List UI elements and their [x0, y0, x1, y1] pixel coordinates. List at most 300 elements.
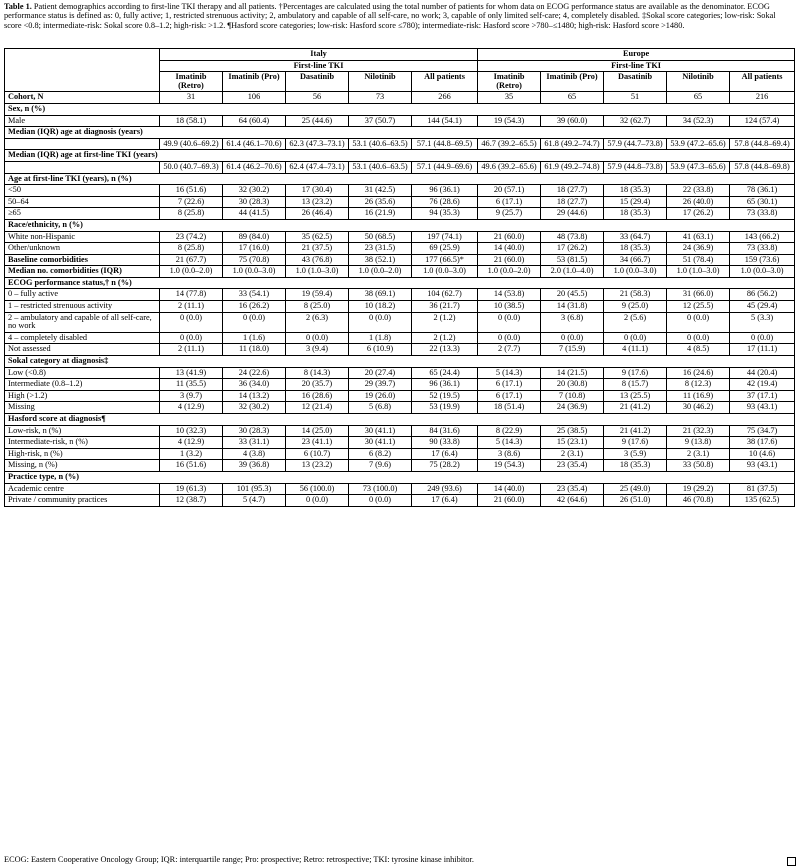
table-cell: 3 (9.4) — [286, 344, 349, 356]
section-row — [5, 150, 795, 162]
table-cell: 0 (0.0) — [730, 332, 795, 344]
table-cell: 3 (9.7) — [160, 390, 223, 402]
table-cell: 17 (6.4) — [412, 448, 478, 460]
table-cell: 14 (21.5) — [541, 367, 604, 379]
table-cell: 89 (84.0) — [223, 231, 286, 243]
table-cell: 21 (60.0) — [478, 495, 541, 507]
section-label: Median (IQR) age at first-line TKI (years) — [5, 150, 795, 162]
table-cell: 30 (28.3) — [223, 196, 286, 208]
table-cell: 93 (43.1) — [730, 460, 795, 472]
column-header: Nilotinib — [667, 72, 730, 92]
table-cell: 39 (60.0) — [541, 115, 604, 127]
table-cell: 5 (14.3) — [478, 437, 541, 449]
row-label: Private / community practices — [5, 495, 160, 507]
table-cell: 0 (0.0) — [286, 495, 349, 507]
table-row — [5, 344, 795, 356]
row-label: Baseline comorbidities — [5, 254, 160, 266]
row-label: Cohort, N — [5, 92, 160, 104]
table-cell: 26 (35.6) — [349, 196, 412, 208]
table-cell: 46 (70.8) — [667, 495, 730, 507]
caption-text: Patient demographics according to first-line TKI therapy and all patients. †Percentages are calculated using the total number of patients for whom data on ECOG performance status are available as the denominator. ECOG performance status is defined as: 0, fully active; 1, restricted strenuous activity; 2, ambulatory and capable of all self-care, no work; 3, capable of only limited self-care; 4, completely disabled. ‡Sokal score categories; low-risk: Sokal score <0.8; intermediate-risk: Sokal score 0.8–1.2; high-risk: >1.2. ¶Hasford score categories; low-risk: Hasford score ≤780); intermediate-risk: Hasford score >780–≤1480; high-risk: Hasford score >1480. — [4, 2, 776, 30]
table-cell: 34 (66.7) — [604, 254, 667, 266]
table-cell: 38 (69.1) — [349, 289, 412, 301]
row-label: Intermediate (0.8–1.2) — [5, 379, 160, 391]
table-cell: 2 (6.3) — [286, 312, 349, 332]
table-row — [5, 266, 795, 278]
table-cell: 32 (62.7) — [604, 115, 667, 127]
table-cell: 2 (11.1) — [160, 344, 223, 356]
table-row — [5, 301, 795, 313]
table-cell: 6 (8.2) — [349, 448, 412, 460]
table-cell: 33 (64.7) — [604, 231, 667, 243]
table-row — [5, 185, 795, 197]
table-cell: 5 (6.8) — [349, 402, 412, 414]
column-header: Imatinib (Retro) — [478, 72, 541, 92]
table-cell: 16 (51.6) — [160, 460, 223, 472]
column-header: Nilotinib — [349, 72, 412, 92]
table-cell: 43 (76.8) — [286, 254, 349, 266]
table-cell: 197 (74.1) — [412, 231, 478, 243]
table-cell: 13 (41.9) — [160, 367, 223, 379]
table-cell: 75 (34.7) — [730, 425, 795, 437]
table-cell: 6 (10.7) — [286, 448, 349, 460]
column-header: Dasatinib — [604, 72, 667, 92]
row-label: 1 – restricted strenuous activity — [5, 301, 160, 313]
table-cell: 144 (54.1) — [412, 115, 478, 127]
table-cell: 31 — [160, 92, 223, 104]
table-cell: 16 (24.6) — [667, 367, 730, 379]
table-cell: 17 (16.0) — [223, 243, 286, 255]
row-label: Academic centre — [5, 483, 160, 495]
table-row — [5, 448, 795, 460]
table-cell: 32 (30.2) — [223, 185, 286, 197]
table-cell: 14 (53.8) — [478, 289, 541, 301]
section-label: Hasford score at diagnosis¶ — [5, 414, 795, 426]
table-cell: 33 (31.1) — [223, 437, 286, 449]
table-cell: 31 (42.5) — [349, 185, 412, 197]
section-row — [5, 414, 795, 426]
table-cell: 10 (32.3) — [160, 425, 223, 437]
table-cell: 5 (4.7) — [223, 495, 286, 507]
table-cell: 57.9 (44.8–73.8) — [604, 161, 667, 173]
table-cell: 12 (21.4) — [286, 402, 349, 414]
table-cell: 20 (45.5) — [541, 289, 604, 301]
table-cell: 96 (36.1) — [412, 185, 478, 197]
table-cell: 30 (41.1) — [349, 437, 412, 449]
row-label: <50 — [5, 185, 160, 197]
row-label: 0 – fully active — [5, 289, 160, 301]
column-header: Imatinib (Retro) — [160, 72, 223, 92]
table-cell: 0 (0.0) — [541, 332, 604, 344]
row-label: Low (<0.8) — [5, 367, 160, 379]
table-cell: 7 (15.9) — [541, 344, 604, 356]
table-cell: 51 (78.4) — [667, 254, 730, 266]
table-row — [5, 115, 795, 127]
section-row — [5, 356, 795, 368]
column-header: Imatinib (Pro) — [223, 72, 286, 92]
table-cell: 33 (54.1) — [223, 289, 286, 301]
table-cell: 4 (12.9) — [160, 402, 223, 414]
table-row — [5, 312, 795, 332]
row-label: Low-risk, n (%) — [5, 425, 160, 437]
table-cell: 62.4 (47.4–73.1) — [286, 161, 349, 173]
table-cell: 1.0 (0.0–3.0) — [604, 266, 667, 278]
table-cell: 0 (0.0) — [478, 332, 541, 344]
table-cell: 21 (41.2) — [604, 425, 667, 437]
table-cell: 18 (51.4) — [478, 402, 541, 414]
table-cell: 86 (56.2) — [730, 289, 795, 301]
table-cell: 3 (5.9) — [604, 448, 667, 460]
section-row — [5, 471, 795, 483]
table-cell: 24 (22.6) — [223, 367, 286, 379]
table-cell: 159 (73.6) — [730, 254, 795, 266]
table-cell: 13 (25.5) — [604, 390, 667, 402]
table-cell: 53.9 (47.2–65.6) — [667, 138, 730, 150]
table-cell: 96 (36.1) — [412, 379, 478, 391]
table-cell: 38 (17.6) — [730, 437, 795, 449]
table-cell: 3 (8.6) — [478, 448, 541, 460]
table-cell: 2.0 (1.0–4.0) — [541, 266, 604, 278]
table-cell: 16 (51.6) — [160, 185, 223, 197]
table-cell: 17 (26.2) — [541, 243, 604, 255]
section-label: ECOG performance status,† n (%) — [5, 277, 795, 289]
row-label — [5, 138, 160, 150]
table-row — [5, 196, 795, 208]
table-cell: 20 (57.1) — [478, 185, 541, 197]
table-cell: 0 (0.0) — [160, 312, 223, 332]
table-cell: 84 (31.6) — [412, 425, 478, 437]
table-cell: 0 (0.0) — [286, 332, 349, 344]
table-cell: 30 (46.2) — [667, 402, 730, 414]
table-cell: 61.4 (46.1–70.6) — [223, 138, 286, 150]
table-row — [5, 243, 795, 255]
row-label: White non-Hispanic — [5, 231, 160, 243]
table-cell: 69 (25.9) — [412, 243, 478, 255]
table-cell: 1 (3.2) — [160, 448, 223, 460]
table-cell: 14 (77.8) — [160, 289, 223, 301]
table-cell: 65 — [541, 92, 604, 104]
table-cell: 30 (28.3) — [223, 425, 286, 437]
table-cell: 106 — [223, 92, 286, 104]
section-label: Sex, n (%) — [5, 103, 795, 115]
table-cell: 8 (25.8) — [160, 243, 223, 255]
section-row — [5, 173, 795, 185]
table-cell: 1 (1.6) — [223, 332, 286, 344]
table-cell: 3 (6.8) — [541, 312, 604, 332]
table-cell: 9 (17.6) — [604, 437, 667, 449]
table-cell: 73 (33.8) — [730, 243, 795, 255]
table-cell: 90 (33.8) — [412, 437, 478, 449]
table-cell: 26 (40.0) — [667, 196, 730, 208]
table-cell: 1.0 (0.0–3.0) — [730, 266, 795, 278]
table-cell: 2 (3.1) — [541, 448, 604, 460]
table-cell: 14 (25.0) — [286, 425, 349, 437]
table-cell: 7 (10.8) — [541, 390, 604, 402]
table-cell: 8 (25.0) — [286, 301, 349, 313]
section-label: Age at first-line TKI (years), n (%) — [5, 173, 795, 185]
table-row — [5, 231, 795, 243]
table-cell: 57.1 (44.9–69.6) — [412, 161, 478, 173]
table-cell: 266 — [412, 92, 478, 104]
table-cell: 39 (36.8) — [223, 460, 286, 472]
table-row — [5, 254, 795, 266]
table-cell: 4 (12.9) — [160, 437, 223, 449]
table-footnote: ECOG: Eastern Cooperative Oncology Group; IQR: interquartile range; Pro: prospective; Retro: retrospective; TKI: tyrosine kinase inhibitor. — [4, 855, 474, 864]
table-cell: 8 (14.3) — [286, 367, 349, 379]
table-cell: 11 (35.5) — [160, 379, 223, 391]
table-cell: 21 (32.3) — [667, 425, 730, 437]
table-cell: 53.1 (40.6–63.5) — [349, 138, 412, 150]
table-cell: 1.0 (0.0–2.0) — [478, 266, 541, 278]
row-label: Not assessed — [5, 344, 160, 356]
table-cell: 38 (52.1) — [349, 254, 412, 266]
table-cell: 10 (4.6) — [730, 448, 795, 460]
table-cell: 22 (13.3) — [412, 344, 478, 356]
table-cell: 65 — [667, 92, 730, 104]
table-cell: 34 (52.3) — [667, 115, 730, 127]
table-cell: 1.0 (0.0–2.0) — [160, 266, 223, 278]
table-cell: 8 (12.3) — [667, 379, 730, 391]
column-header: Dasatinib — [286, 72, 349, 92]
table-row — [5, 425, 795, 437]
table-cell: 101 (95.3) — [223, 483, 286, 495]
table-row — [5, 390, 795, 402]
table-cell: 31 (66.0) — [667, 289, 730, 301]
table-cell: 35 — [478, 92, 541, 104]
table-cell: 56 (100.0) — [286, 483, 349, 495]
table-cell: 16 (21.9) — [349, 208, 412, 220]
section-label: Race/ethnicity, n (%) — [5, 219, 795, 231]
table-cell: 18 (35.3) — [604, 185, 667, 197]
table-cell: 29 (39.7) — [349, 379, 412, 391]
table-cell: 44 (20.4) — [730, 367, 795, 379]
column-header: Imatinib (Pro) — [541, 72, 604, 92]
table-cell: 21 (60.0) — [478, 231, 541, 243]
row-label: High-risk, n (%) — [5, 448, 160, 460]
table-cell: 8 (22.9) — [478, 425, 541, 437]
table-cell: 14 (40.0) — [478, 243, 541, 255]
section-row — [5, 103, 795, 115]
table-cell: 24 (36.9) — [541, 402, 604, 414]
table-cell: 20 (35.7) — [286, 379, 349, 391]
table-cell: 18 (58.1) — [160, 115, 223, 127]
table-cell: 52 (19.5) — [412, 390, 478, 402]
table-cell: 49.6 (39.2–65.6) — [478, 161, 541, 173]
table-cell: 78 (36.1) — [730, 185, 795, 197]
table-cell: 21 (60.0) — [478, 254, 541, 266]
table-row — [5, 483, 795, 495]
row-label: 50–64 — [5, 196, 160, 208]
table-cell: 36 (34.0) — [223, 379, 286, 391]
table-cell: 9 (13.8) — [667, 437, 730, 449]
table-cell: 2 (1.2) — [412, 332, 478, 344]
table-cell: 13 (23.2) — [286, 196, 349, 208]
table-row — [5, 495, 795, 507]
table-cell: 61.9 (49.2–74.8) — [541, 161, 604, 173]
table-cell: 19 (54.3) — [478, 460, 541, 472]
table-cell: 75 (70.8) — [223, 254, 286, 266]
table-cell: 35 (62.5) — [286, 231, 349, 243]
table-cell: 21 (58.3) — [604, 289, 667, 301]
table-cell: 23 (35.4) — [541, 483, 604, 495]
row-label: Missing, n (%) — [5, 460, 160, 472]
header-italy: Italy — [160, 49, 478, 61]
table-cell: 19 (54.3) — [478, 115, 541, 127]
table-cell: 6 (10.9) — [349, 344, 412, 356]
table-cell: 41 (63.1) — [667, 231, 730, 243]
table-body — [5, 92, 795, 506]
table-cell: 65 (24.4) — [412, 367, 478, 379]
row-label: Intermediate-risk, n (%) — [5, 437, 160, 449]
row-label: 2 – ambulatory and capable of all self-care, no work — [5, 312, 160, 332]
table-cell: 24 (36.9) — [667, 243, 730, 255]
table-cell: 17 (6.4) — [412, 495, 478, 507]
table-cell: 13 (23.2) — [286, 460, 349, 472]
table-cell: 42 (64.6) — [541, 495, 604, 507]
table-cell: 6 (17.1) — [478, 196, 541, 208]
table-row — [5, 138, 795, 150]
table-row — [5, 437, 795, 449]
table-cell: 56 — [286, 92, 349, 104]
table-cell: 4 (3.8) — [223, 448, 286, 460]
table-cell: 11 (18.0) — [223, 344, 286, 356]
table-cell: 12 (25.5) — [667, 301, 730, 313]
table-cell: 18 (35.3) — [604, 208, 667, 220]
table-row — [5, 402, 795, 414]
table-cell: 23 (74.2) — [160, 231, 223, 243]
table-cell: 44 (41.5) — [223, 208, 286, 220]
table-cell: 57.8 (44.8–69.4) — [730, 138, 795, 150]
table-cell: 2 (5.6) — [604, 312, 667, 332]
table-cell: 62.3 (47.3–73.1) — [286, 138, 349, 150]
table-cell: 11 (16.9) — [667, 390, 730, 402]
table-cell: 5 (14.3) — [478, 367, 541, 379]
table-cell: 25 (44.6) — [286, 115, 349, 127]
table-cell: 32 (30.2) — [223, 402, 286, 414]
table-caption — [4, 2, 794, 48]
table-cell: 0 (0.0) — [349, 312, 412, 332]
table-cell: 49.9 (40.6–69.2) — [160, 138, 223, 150]
table-cell: 37 (17.1) — [730, 390, 795, 402]
table-cell: 8 (15.7) — [604, 379, 667, 391]
table-cell: 73 (33.8) — [730, 208, 795, 220]
table-cell: 53 (81.5) — [541, 254, 604, 266]
row-label: Missing — [5, 402, 160, 414]
table-cell: 8 (25.8) — [160, 208, 223, 220]
table-cell: 18 (35.3) — [604, 243, 667, 255]
table-cell: 2 (11.1) — [160, 301, 223, 313]
header-first-line-italy: First-line TKI — [160, 60, 478, 72]
row-label: High (>1.2) — [5, 390, 160, 402]
table-cell: 104 (62.7) — [412, 289, 478, 301]
section-row — [5, 127, 795, 139]
table-cell: 2 (3.1) — [667, 448, 730, 460]
row-label — [5, 161, 160, 173]
table-cell: 23 (31.5) — [349, 243, 412, 255]
table-cell: 57.8 (44.8–69.8) — [730, 161, 795, 173]
table-cell: 33 (50.8) — [667, 460, 730, 472]
table-cell: 22 (33.8) — [667, 185, 730, 197]
row-label: Other/unknown — [5, 243, 160, 255]
table-cell: 0 (0.0) — [478, 312, 541, 332]
table-cell: 36 (21.7) — [412, 301, 478, 313]
table-cell: 16 (28.6) — [286, 390, 349, 402]
table-cell: 93 (43.1) — [730, 402, 795, 414]
table-cell: 18 (27.7) — [541, 196, 604, 208]
table-cell: 0 (0.0) — [667, 312, 730, 332]
table-row — [5, 332, 795, 344]
table-cell: 25 (49.0) — [604, 483, 667, 495]
table-cell: 18 (35.3) — [604, 460, 667, 472]
header-row-region — [5, 49, 795, 61]
table-cell: 143 (66.2) — [730, 231, 795, 243]
section-label: Median (IQR) age at diagnosis (years) — [5, 127, 795, 139]
table-cell: 10 (38.5) — [478, 301, 541, 313]
table-cell: 135 (62.5) — [730, 495, 795, 507]
table-cell: 124 (57.4) — [730, 115, 795, 127]
table-cell: 19 (26.0) — [349, 390, 412, 402]
table-cell: 53 (19.9) — [412, 402, 478, 414]
table-cell: 216 — [730, 92, 795, 104]
row-label: ≥65 — [5, 208, 160, 220]
table-row — [5, 367, 795, 379]
table-cell: 23 (35.4) — [541, 460, 604, 472]
row-label: 4 – completely disabled — [5, 332, 160, 344]
table-cell: 6 (17.1) — [478, 390, 541, 402]
table-cell: 81 (37.5) — [730, 483, 795, 495]
caption-label: Table 1. — [4, 2, 32, 11]
section-label: Practice type, n (%) — [5, 471, 795, 483]
table-cell: 21 (41.2) — [604, 402, 667, 414]
table-cell: 53.9 (47.3–65.6) — [667, 161, 730, 173]
table-cell: 50.0 (40.7–69.3) — [160, 161, 223, 173]
table-cell: 1.0 (0.0–2.0) — [349, 266, 412, 278]
table-cell: 94 (35.3) — [412, 208, 478, 220]
demographics-table — [4, 48, 795, 507]
table-cell: 17 (26.2) — [667, 208, 730, 220]
row-label: Male — [5, 115, 160, 127]
table-cell: 15 (23.1) — [541, 437, 604, 449]
table-cell: 26 (46.4) — [286, 208, 349, 220]
table-cell: 64 (60.4) — [223, 115, 286, 127]
header-blank — [5, 49, 160, 92]
table-cell: 1.0 (0.0–3.0) — [223, 266, 286, 278]
table-cell: 61.4 (46.2–70.6) — [223, 161, 286, 173]
table-cell: 45 (29.4) — [730, 301, 795, 313]
table-cell: 37 (50.7) — [349, 115, 412, 127]
table-cell: 15 (29.4) — [604, 196, 667, 208]
table-cell: 23 (41.1) — [286, 437, 349, 449]
table-cell: 1 (1.8) — [349, 332, 412, 344]
column-header: All patients — [412, 72, 478, 92]
table-cell: 17 (30.4) — [286, 185, 349, 197]
table-cell: 48 (73.8) — [541, 231, 604, 243]
table-cell: 7 (9.6) — [349, 460, 412, 472]
table-row — [5, 289, 795, 301]
table-cell: 26 (51.0) — [604, 495, 667, 507]
section-row — [5, 277, 795, 289]
table-cell: 1.0 (1.0–3.0) — [667, 266, 730, 278]
table-cell: 14 (40.0) — [478, 483, 541, 495]
section-row — [5, 219, 795, 231]
corner-box — [787, 857, 796, 866]
table-row — [5, 161, 795, 173]
table-cell: 20 (30.8) — [541, 379, 604, 391]
table-cell: 16 (26.2) — [223, 301, 286, 313]
table-cell: 1.0 (1.0–3.0) — [286, 266, 349, 278]
table-cell: 76 (28.6) — [412, 196, 478, 208]
table-cell: 0 (0.0) — [604, 332, 667, 344]
